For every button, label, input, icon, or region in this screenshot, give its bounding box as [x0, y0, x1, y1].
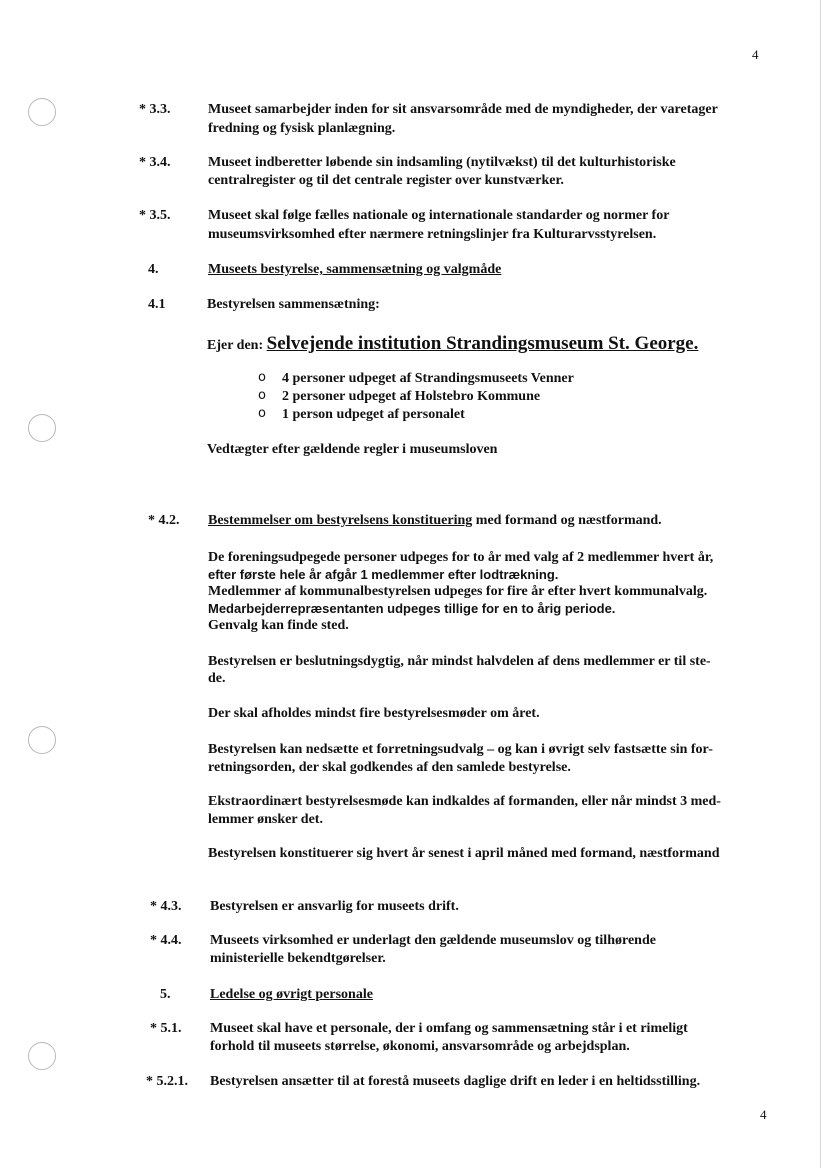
paragraph-line: Ekstraordinært bestyrelsesmøde kan indkaldes af formanden, eller når mindst 3 med-	[208, 794, 721, 809]
punch-hole	[28, 1042, 56, 1070]
owner-name: Selvejende institution Strandingsmuseum St. George.	[266, 333, 699, 354]
paragraph-line: de.	[208, 671, 226, 686]
section-heading: Ledelse og øvrigt personale	[210, 987, 373, 1002]
owner-prefix: Ejer den:	[207, 338, 264, 353]
bullet-item: 1 person udpeget af personalet	[282, 407, 465, 422]
section-text: Museet skal følge fælles nationale og internationale standarder og normer for	[208, 208, 670, 223]
page-edge	[820, 0, 821, 1168]
punch-hole	[28, 414, 56, 442]
paragraph-line: Medarbejderrepræsentanten udpeges tillige for en to årig periode.	[208, 601, 616, 616]
owner-line	[207, 332, 698, 358]
bullet-item: 2 personer udpeget af Holstebro Kommune	[282, 389, 541, 404]
section-text: fredning og fysisk planlægning.	[208, 121, 396, 136]
section-number: 4.	[148, 262, 159, 277]
section-number: 5.	[160, 987, 171, 1002]
section-text: centralregister og til det centrale register over kunstværker.	[208, 173, 564, 188]
section-text: forhold til museets størrelse, økonomi, ansvarsområde og arbejdsplan.	[210, 1039, 630, 1054]
section-text: ministerielle bekendtgørelser.	[210, 951, 386, 966]
section-number: * 3.5.	[139, 208, 171, 223]
heading-rest: med formand og næstformand.	[472, 513, 662, 528]
section-heading	[208, 512, 662, 530]
paragraph-line: Bestyrelsen er beslutningsdygtig, når mindst halvdelen af dens medlemmer er til ste-	[208, 654, 711, 669]
section-text: Museet indberetter løbende sin indsamling (nytilvækst) til det kulturhistoriske	[208, 155, 676, 170]
paragraph-line: Bestyrelsen kan nedsætte et forretningsudvalg – og kan i øvrigt selv fastsætte sin for-	[208, 742, 713, 757]
section-number: 4.1	[148, 297, 166, 312]
section-text: Bestyrelsen er ansvarlig for museets drift.	[210, 899, 459, 914]
section-text: Museets virksomhed er underlagt den gældende museumslov og tilhørende	[210, 933, 656, 948]
section-number: * 4.3.	[150, 899, 182, 914]
punch-hole	[28, 726, 56, 754]
paragraph-line: Der skal afholdes mindst fire bestyrelsesmøder om året.	[208, 706, 540, 721]
section-number: * 4.4.	[150, 933, 182, 948]
section-number: * 5.1.	[150, 1021, 182, 1036]
bullet-marker: o	[258, 370, 266, 385]
section-heading: Bestyrelsen sammensætning:	[207, 297, 380, 312]
section-heading: Museets bestyrelse, sammensætning og valgmåde	[208, 262, 502, 277]
section-number: * 4.2.	[148, 513, 180, 528]
bullet-item: 4 personer udpeget af Strandingsmuseets Venner	[282, 371, 574, 386]
section-text: Museet skal have et personale, der i omfang og sammensætning står i et rimeligt	[210, 1021, 688, 1036]
paragraph-line: retningsorden, der skal godkendes af den samlede bestyrelse.	[208, 760, 571, 775]
page-number-top: 4	[752, 47, 759, 62]
section-text: museumsvirksomhed efter nærmere retningslinjer fra Kulturarvsstyrelsen.	[208, 227, 657, 242]
paragraph-line: Medlemmer af kommunalbestyrelsen udpeges for fire år efter hvert kommunalvalg.	[208, 584, 708, 599]
paragraph-line: Bestyrelsen konstituerer sig hvert år senest i april måned med formand, næstformand	[208, 846, 720, 861]
section-number: * 3.4.	[139, 155, 171, 170]
section-number: * 5.2.1.	[146, 1074, 188, 1089]
punch-hole	[28, 98, 56, 126]
bullet-marker: o	[258, 406, 266, 421]
paragraph-line: De foreningsudpegede personer udpeges for to år med valg af 2 medlemmer hvert år,	[208, 550, 714, 565]
bullet-marker: o	[258, 388, 266, 403]
statutes-text: Vedtægter efter gældende regler i museumsloven	[207, 442, 498, 457]
paragraph-line: Genvalg kan finde sted.	[208, 618, 349, 633]
paragraph-line: lemmer ønsker det.	[208, 812, 323, 827]
page-number-bottom: 4	[760, 1107, 767, 1122]
section-text: Museet samarbejder inden for sit ansvarsområde med de myndigheder, der varetager	[208, 102, 718, 117]
paragraph-line: efter første hele år afgår 1 medlemmer efter lodtrækning.	[208, 567, 559, 582]
heading-underlined: Bestemmelser om bestyrelsens konstituering	[208, 513, 473, 528]
section-number: * 3.3.	[139, 102, 171, 117]
section-text: Bestyrelsen ansætter til at forestå museets daglige drift en leder i en heltidsstilling.	[210, 1074, 701, 1089]
